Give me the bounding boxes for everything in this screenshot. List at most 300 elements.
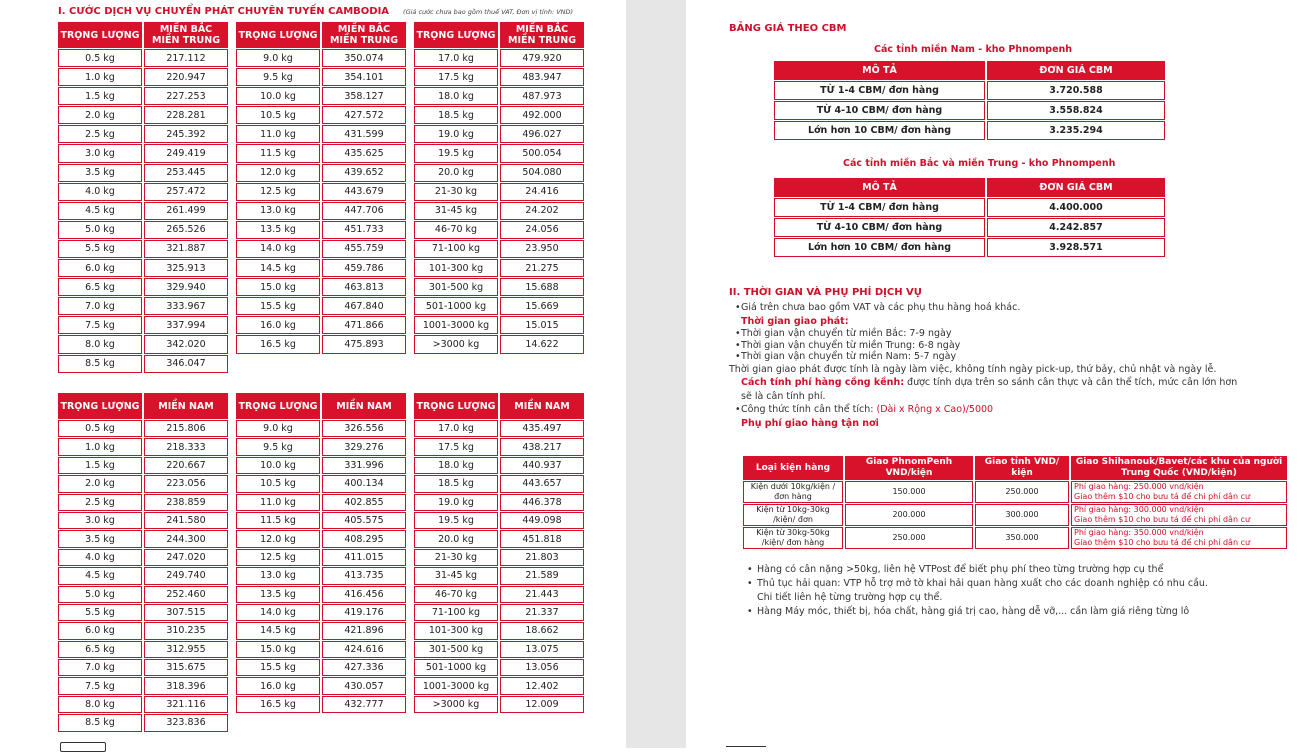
table-row: [58, 316, 228, 334]
table-row: [414, 183, 584, 201]
price-cell: 483.947: [500, 68, 584, 86]
weight-cell: 10.0 kg: [236, 87, 320, 105]
price-cell: 21.337: [500, 604, 584, 621]
price-cell: 21.275: [500, 259, 584, 277]
fee-col-sihanouk: Giao Shihanouk/Bavet/các khu của người Trung Quốc (VND/kiện): [1071, 456, 1287, 480]
table-row: [414, 164, 584, 182]
fee-sihanouk-cell: [1071, 527, 1287, 549]
rate-table-south-3: [412, 392, 586, 714]
weight-cell: 20.0 kg: [414, 164, 498, 182]
table-row: [236, 240, 406, 258]
price-cell: 318.396: [144, 677, 228, 694]
weight-cell: 9.5 kg: [236, 438, 320, 455]
table-row: [58, 659, 228, 676]
price-cell: 427.572: [322, 106, 406, 124]
table-row: [743, 481, 1287, 503]
table-row: [236, 106, 406, 124]
price-cell: 427.336: [322, 659, 406, 676]
table-row: [236, 696, 406, 713]
price-cell: 416.456: [322, 586, 406, 603]
weight-cell: 1.5 kg: [58, 457, 142, 474]
cbm-south-subtitle: Các tỉnh miền Nam - kho Phnompenh: [874, 44, 1073, 55]
price-cell: 218.333: [144, 438, 228, 455]
table-row: [58, 125, 228, 143]
table-row: [236, 567, 406, 584]
price-cell: 228.281: [144, 106, 228, 124]
table-row: [236, 641, 406, 658]
price-cell: 430.057: [322, 677, 406, 694]
note-heavy: • Hàng có cân nặng >50kg, liên hệ VTPost để biết phụ phí theo từng trường hợp cụ thể: [741, 563, 1301, 577]
fee-phnompenh-cell: 150.000: [845, 481, 973, 503]
table-row: [414, 87, 584, 105]
col-price: MIỀN BẮC MIỀN TRUNG: [500, 22, 584, 48]
price-cell: 217.112: [144, 49, 228, 67]
price-cell: 249.419: [144, 144, 228, 162]
cbm-price-cell: 4.400.000: [987, 198, 1165, 217]
cbm-desc-cell: TỪ 1-4 CBM/ đơn hàng: [774, 81, 985, 100]
fee-sihanouk-line: Phí giao hàng: 300.000 vnd/kiện: [1074, 505, 1204, 514]
price-cell: 223.056: [144, 475, 228, 492]
table-row: [58, 164, 228, 182]
cbm-price-cell: 3.558.824: [987, 101, 1165, 120]
price-cell: 496.027: [500, 125, 584, 143]
weight-cell: 8.5 kg: [58, 355, 142, 373]
table-row: [236, 49, 406, 67]
price-cell: 326.556: [322, 420, 406, 437]
table-row: [58, 549, 228, 566]
table-row: [58, 278, 228, 296]
table-row: [414, 604, 584, 621]
table-row: [236, 622, 406, 639]
table-row: [58, 604, 228, 621]
weight-cell: 6.5 kg: [58, 278, 142, 296]
price-cell: 424.616: [322, 641, 406, 658]
price-cell: 439.652: [322, 164, 406, 182]
delivery-south: • Thời gian vận chuyển từ miền Nam: 5-7 ngày: [729, 351, 1289, 363]
cbm-col-price: ĐƠN GIÁ CBM: [987, 178, 1165, 197]
col-weight: TRỌNG LƯỢNG: [58, 22, 142, 48]
fee-phnompenh-cell: 200.000: [845, 504, 973, 526]
weight-cell: 17.5 kg: [414, 438, 498, 455]
price-cell: 238.859: [144, 494, 228, 511]
price-cell: 321.116: [144, 696, 228, 713]
table-row: [58, 202, 228, 220]
col-price: MIỀN NAM: [144, 393, 228, 419]
weight-cell: 2.0 kg: [58, 106, 142, 124]
price-cell: 15.015: [500, 316, 584, 334]
weight-cell: 7.5 kg: [58, 316, 142, 334]
price-cell: 227.253: [144, 87, 228, 105]
fee-sihanouk-line: Giao thêm $10 cho bưu tá để chi phí dân cư: [1074, 492, 1251, 501]
weight-cell: 8.0 kg: [58, 335, 142, 353]
weight-cell: 14.0 kg: [236, 604, 320, 621]
table-row: [414, 125, 584, 143]
weight-cell: 9.0 kg: [236, 420, 320, 437]
table-row: [236, 316, 406, 334]
table-row: [236, 297, 406, 315]
price-cell: 421.896: [322, 622, 406, 639]
weight-cell: 46-70 kg: [414, 221, 498, 239]
table-row: [236, 677, 406, 694]
col-price: MIỀN BẮC MIỀN TRUNG: [322, 22, 406, 48]
table-row: [414, 68, 584, 86]
price-cell: 413.735: [322, 567, 406, 584]
weight-cell: 18.5 kg: [414, 475, 498, 492]
cbm-desc-cell: Lớn hơn 10 CBM/ đơn hàng: [774, 121, 985, 140]
price-cell: 451.733: [322, 221, 406, 239]
price-cell: 400.134: [322, 475, 406, 492]
fee-province-cell: 250.000: [975, 481, 1069, 503]
weight-cell: 501-1000 kg: [414, 659, 498, 676]
price-cell: 329.940: [144, 278, 228, 296]
bulky-note: Cách tính phí hàng cồng kềnh: được tính dựa trên so sánh cân thực và cân thể tích, mức cân lớn hơn sẽ là cân tính phí.: [741, 377, 1238, 402]
service-notes: [729, 301, 1289, 430]
weight-cell: 3.0 kg: [58, 144, 142, 162]
table-row: [58, 183, 228, 201]
col-price: MIỀN NAM: [500, 393, 584, 419]
price-cell: 252.460: [144, 586, 228, 603]
table-row: [743, 527, 1287, 549]
price-cell: 346.047: [144, 355, 228, 373]
weight-cell: 0.5 kg: [58, 420, 142, 437]
table-row: [236, 202, 406, 220]
table-row: [414, 457, 584, 474]
table-row: [58, 144, 228, 162]
price-cell: 500.054: [500, 144, 584, 162]
table-row: [236, 604, 406, 621]
price-cell: 440.937: [500, 457, 584, 474]
price-cell: 24.416: [500, 183, 584, 201]
table-row: [58, 567, 228, 584]
price-cell: 435.625: [322, 144, 406, 162]
price-cell: 435.497: [500, 420, 584, 437]
weight-cell: 19.0 kg: [414, 494, 498, 511]
weight-cell: 3.5 kg: [58, 164, 142, 182]
weight-cell: 19.5 kg: [414, 512, 498, 529]
table-row: [236, 278, 406, 296]
delivery-north: • Thời gian vận chuyển từ miền Bắc: 7-9 ngày: [729, 328, 1289, 340]
cbm-col-price: ĐƠN GIÁ CBM: [987, 61, 1165, 80]
table-row: [236, 335, 406, 353]
table-row: [774, 218, 1165, 237]
price-cell: 487.973: [500, 87, 584, 105]
table-row: [236, 549, 406, 566]
weight-cell: 4.0 kg: [58, 183, 142, 201]
table-row: [414, 475, 584, 492]
price-cell: 475.893: [322, 335, 406, 353]
weight-cell: >3000 kg: [414, 696, 498, 713]
formula-note: • Công thức tính cân thể tích: (Dài x Rộng x Cao)/5000: [729, 403, 1289, 417]
weight-cell: 8.5 kg: [58, 714, 142, 731]
price-cell: 443.679: [322, 183, 406, 201]
table-row: [414, 622, 584, 639]
weight-cell: 4.0 kg: [58, 549, 142, 566]
price-cell: 438.217: [500, 438, 584, 455]
weight-cell: 301-500 kg: [414, 278, 498, 296]
price-cell: 329.276: [322, 438, 406, 455]
price-cell: 245.392: [144, 125, 228, 143]
weight-cell: 12.0 kg: [236, 164, 320, 182]
table-row: [414, 420, 584, 437]
delivery-heading: Thời gian giao phát:: [741, 315, 849, 327]
weight-cell: 12.5 kg: [236, 549, 320, 566]
price-cell: 463.813: [322, 278, 406, 296]
weight-cell: 1.5 kg: [58, 87, 142, 105]
weight-cell: 10.0 kg: [236, 457, 320, 474]
price-cell: 21.589: [500, 567, 584, 584]
weight-cell: 3.5 kg: [58, 530, 142, 547]
weight-cell: 9.0 kg: [236, 49, 320, 67]
weight-cell: 1.0 kg: [58, 68, 142, 86]
page-gutter: [626, 0, 686, 748]
weight-cell: 7.0 kg: [58, 297, 142, 315]
price-cell: 307.515: [144, 604, 228, 621]
table-row: [414, 438, 584, 455]
price-cell: 467.840: [322, 297, 406, 315]
cbm-desc-cell: Lớn hơn 10 CBM/ đơn hàng: [774, 238, 985, 257]
table-row: [414, 567, 584, 584]
table-row: [58, 221, 228, 239]
vat-note: • Giá trên chưa bao gồm VAT và các phụ thu hàng hoá khác.: [729, 301, 1289, 315]
price-cell: 405.575: [322, 512, 406, 529]
price-cell: 312.955: [144, 641, 228, 658]
price-cell: 249.740: [144, 567, 228, 584]
table-row: [414, 202, 584, 220]
weight-cell: 11.5 kg: [236, 512, 320, 529]
table-row: [236, 586, 406, 603]
table-row: [414, 144, 584, 162]
price-cell: 247.020: [144, 549, 228, 566]
weight-cell: 16.5 kg: [236, 696, 320, 713]
table-row: [774, 101, 1165, 120]
price-cell: 455.759: [322, 240, 406, 258]
price-cell: 323.836: [144, 714, 228, 731]
table-row: [414, 512, 584, 529]
price-cell: 220.667: [144, 457, 228, 474]
fee-sihanouk-line: Giao thêm $10 cho bưu tá để chi phí dân cư: [1074, 515, 1251, 524]
price-cell: 21.443: [500, 586, 584, 603]
price-cell: 411.015: [322, 549, 406, 566]
footer-mark-right: [726, 746, 766, 747]
price-cell: 358.127: [322, 87, 406, 105]
table-row: [414, 106, 584, 124]
table-row: [414, 49, 584, 67]
weight-cell: 10.5 kg: [236, 106, 320, 124]
table-row: [414, 494, 584, 511]
rate-table-north-3: [412, 21, 586, 355]
table-row: [774, 238, 1165, 257]
weight-cell: 3.0 kg: [58, 512, 142, 529]
cbm-north-subtitle: Các tỉnh miền Bắc và miền Trung - kho Phnompenh: [843, 158, 1116, 169]
price-cell: 265.526: [144, 221, 228, 239]
weight-cell: 71-100 kg: [414, 240, 498, 258]
footer-mark-left: [60, 742, 106, 752]
table-row: [58, 530, 228, 547]
delivery-note: Thời gian giao phát được tính là ngày làm việc, không tính ngày pick-up, thứ bảy, chủ nhật và ngày lễ.: [729, 363, 1217, 375]
price-cell: 449.098: [500, 512, 584, 529]
table-row: [414, 278, 584, 296]
price-cell: 220.947: [144, 68, 228, 86]
weight-cell: 6.0 kg: [58, 259, 142, 277]
table-row: [236, 221, 406, 239]
price-cell: 342.020: [144, 335, 228, 353]
table-row: [58, 475, 228, 492]
weight-cell: 9.5 kg: [236, 68, 320, 86]
table-row: [58, 49, 228, 67]
weight-cell: 2.0 kg: [58, 475, 142, 492]
table-row: [414, 297, 584, 315]
weight-cell: 6.0 kg: [58, 622, 142, 639]
table-row: [236, 512, 406, 529]
table-row: [414, 659, 584, 676]
price-cell: 15.669: [500, 297, 584, 315]
price-cell: 443.657: [500, 475, 584, 492]
section1-note: (Giá cước chưa bao gồm thuế VAT, Đơn vị tính: VND): [403, 8, 574, 16]
section1-title: I. CƯỚC DỊCH VỤ CHUYỂN PHÁT CHUYÊN TUYẾN CAMBODIA (Giá cước chưa bao gồm thuế VAT, Đơn vị tính: VND): [58, 6, 574, 17]
col-weight: TRỌNG LƯỢNG: [414, 22, 498, 48]
table-row: [236, 457, 406, 474]
table-row: [58, 714, 228, 731]
surcharge-table: [741, 455, 1289, 550]
table-row: [58, 335, 228, 353]
weight-cell: 17.0 kg: [414, 420, 498, 437]
weight-cell: 13.0 kg: [236, 567, 320, 584]
table-row: [58, 641, 228, 658]
price-cell: 12.402: [500, 677, 584, 694]
table-row: [236, 144, 406, 162]
fee-sihanouk-line: Phí giao hàng: 250.000 vnd/kiện: [1074, 482, 1204, 491]
price-cell: 215.806: [144, 420, 228, 437]
weight-cell: 18.0 kg: [414, 87, 498, 105]
table-row: [236, 125, 406, 143]
table-row: [58, 512, 228, 529]
fee-sihanouk-cell: [1071, 504, 1287, 526]
weight-cell: 7.5 kg: [58, 677, 142, 694]
table-row: [414, 677, 584, 694]
table-row: [236, 530, 406, 547]
weight-cell: 17.0 kg: [414, 49, 498, 67]
table-row: [58, 106, 228, 124]
price-cell: 315.675: [144, 659, 228, 676]
note-machinery: • Hàng Máy móc, thiết bị, hóa chất, hàng giá trị cao, hàng dễ vỡ,... cần làm giá riêng từng lô: [741, 605, 1301, 619]
price-cell: 23.950: [500, 240, 584, 258]
price-cell: 419.176: [322, 604, 406, 621]
section2-title: II. THỜI GIAN VÀ PHỤ PHÍ DỊCH VỤ: [729, 287, 922, 298]
price-cell: 241.580: [144, 512, 228, 529]
weight-cell: 18.5 kg: [414, 106, 498, 124]
cbm-desc-cell: TỪ 4-10 CBM/ đơn hàng: [774, 218, 985, 237]
weight-cell: 11.5 kg: [236, 144, 320, 162]
price-cell: 331.996: [322, 457, 406, 474]
table-row: [414, 696, 584, 713]
table-row: [58, 87, 228, 105]
surcharge-heading: Phụ phí giao hàng tận nơi: [741, 417, 879, 429]
price-cell: 471.866: [322, 316, 406, 334]
weight-cell: 31-45 kg: [414, 202, 498, 220]
cbm-south-table: [772, 60, 1167, 141]
fee-col-type: Loại kiện hàng: [743, 456, 843, 480]
price-cell: 261.499: [144, 202, 228, 220]
weight-cell: 1001-3000 kg: [414, 316, 498, 334]
weight-cell: 6.5 kg: [58, 641, 142, 658]
weight-cell: 15.0 kg: [236, 278, 320, 296]
table-row: [58, 586, 228, 603]
note-customs: • Thủ tục hải quan: VTP hỗ trợ mở tờ khai hải quan hàng xuất cho các doanh nghiệp có nhu cầu.: [741, 577, 1301, 591]
price-cell: 325.913: [144, 259, 228, 277]
price-cell: 350.074: [322, 49, 406, 67]
fee-type-cell: Kiện dưới 10kg/kiện /đơn hàng: [743, 481, 843, 503]
weight-cell: 14.0 kg: [236, 240, 320, 258]
table-row: [58, 68, 228, 86]
cbm-north-table: [772, 177, 1167, 258]
price-cell: 504.080: [500, 164, 584, 182]
table-row: [236, 164, 406, 182]
cbm-price-cell: 3.235.294: [987, 121, 1165, 140]
weight-cell: 301-500 kg: [414, 641, 498, 658]
price-cell: 14.622: [500, 335, 584, 353]
table-row: [58, 457, 228, 474]
weight-cell: 5.0 kg: [58, 221, 142, 239]
price-cell: 408.295: [322, 530, 406, 547]
table-row: [58, 494, 228, 511]
price-cell: 333.967: [144, 297, 228, 315]
price-cell: 431.599: [322, 125, 406, 143]
weight-cell: 21-30 kg: [414, 549, 498, 566]
weight-cell: 13.0 kg: [236, 202, 320, 220]
price-cell: 257.472: [144, 183, 228, 201]
weight-cell: 18.0 kg: [414, 457, 498, 474]
rate-table-south-2: [234, 392, 408, 714]
weight-cell: 2.5 kg: [58, 125, 142, 143]
weight-cell: 8.0 kg: [58, 696, 142, 713]
note-customs-detail: Chi tiết liên hệ từng trường hợp cụ thể.: [757, 592, 943, 603]
cbm-col-desc: MÔ TẢ: [774, 61, 985, 80]
weight-cell: 31-45 kg: [414, 567, 498, 584]
price-cell: 244.300: [144, 530, 228, 547]
price-cell: 13.056: [500, 659, 584, 676]
table-row: [414, 335, 584, 353]
weight-cell: >3000 kg: [414, 335, 498, 353]
table-row: [774, 198, 1165, 217]
fee-province-cell: 300.000: [975, 504, 1069, 526]
price-cell: 310.235: [144, 622, 228, 639]
weight-cell: 5.5 kg: [58, 604, 142, 621]
cbm-col-desc: MÔ TẢ: [774, 178, 985, 197]
table-row: [414, 221, 584, 239]
cbm-desc-cell: TỪ 1-4 CBM/ đơn hàng: [774, 198, 985, 217]
price-cell: 15.688: [500, 278, 584, 296]
weight-cell: 11.0 kg: [236, 494, 320, 511]
weight-cell: 16.0 kg: [236, 316, 320, 334]
table-row: [58, 297, 228, 315]
cbm-price-cell: 4.242.857: [987, 218, 1165, 237]
col-weight: TRỌNG LƯỢNG: [236, 393, 320, 419]
weight-cell: 12.0 kg: [236, 530, 320, 547]
cbm-price-cell: 3.928.571: [987, 238, 1165, 257]
weight-cell: 5.0 kg: [58, 586, 142, 603]
price-cell: 446.378: [500, 494, 584, 511]
col-weight: TRỌNG LƯỢNG: [414, 393, 498, 419]
weight-cell: 21-30 kg: [414, 183, 498, 201]
cbm-price-cell: 3.720.588: [987, 81, 1165, 100]
fee-col-phnompenh: Giao PhnomPenh VND/kiện: [845, 456, 973, 480]
table-row: [774, 121, 1165, 140]
weight-cell: 0.5 kg: [58, 49, 142, 67]
table-row: [414, 530, 584, 547]
table-row: [414, 586, 584, 603]
price-cell: 354.101: [322, 68, 406, 86]
weight-cell: 5.5 kg: [58, 240, 142, 258]
